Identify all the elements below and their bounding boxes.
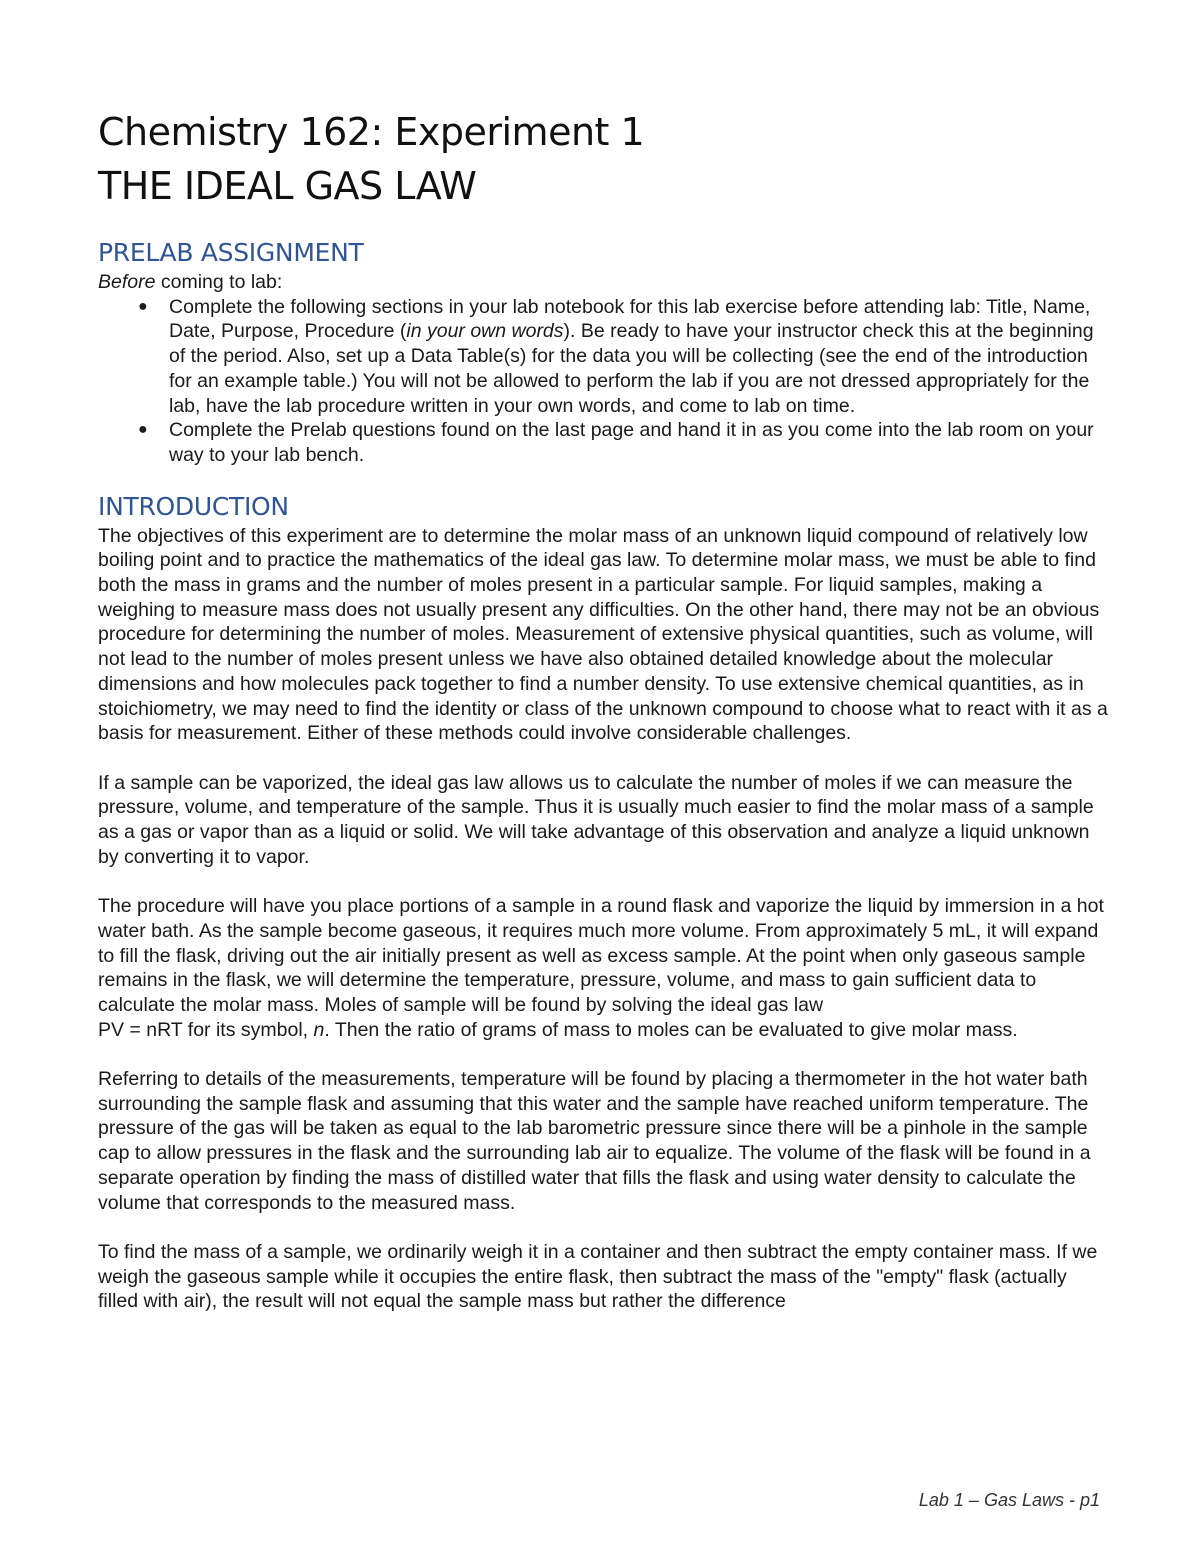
prelab-heading: PRELAB ASSIGNMENT: [98, 238, 364, 267]
intro-paragraph-3: The procedure will have you place portions of a sample in a round flask and vaporize the liquid by immersion in a hot water bath. As the sample become gaseous, it requires much more volume. From approximately 5 mL, it will expand to fill the flask, driving out the air initially present as well as excess sample. At the point when only gaseous sample remains in the flask, we will determine the temperature, pressure, volume, and mass to gain sufficient data to calculate the molar mass. Moles of sample will be found by solving the ideal gas law: [98, 895, 1104, 1016]
intro-paragraph-1: The objectives of this experiment are to determine the molar mass of an unknown liquid compound of relatively low boiling point and to practice the mathematics of the ideal gas law. To determine molar mass, we must be able to find both the mass in grams and the number of moles present in a particular sample. For liquid samples, making a weighing to measure mass does not usually present any difficulties. On the other hand, there may not be an obvious procedure for determining the number of moles. Measurement of extensive physical quantities, such as volume, will not lead to the number of moles present unless we have also obtained detailed knowledge about the molecular dimensions and how molecules pack together to find a number density. To use extensive chemical quantities, as in stoichiometry, we may need to find the identity or class of the unknown compound to choose what to react with it as a basis for measurement. Either of these methods could involve considerable challenges.: [98, 524, 1108, 745]
before-emphasis: Before: [98, 271, 156, 293]
prelab-list: [98, 295, 1108, 468]
prelab-item-questions: [98, 418, 1108, 467]
intro-paragraph-5: To find the mass of a sample, we ordinarily weigh it in a container and then subtract the empty container mass. If we weigh the gaseous sample while it occupies the entire flask, then subtract the mass of the "empty" flask (actually filled with air), the result will not equal the sample mass but rather the difference: [98, 1240, 1098, 1313]
experiment-title: THE IDEAL GAS LAW: [98, 164, 477, 208]
document-page: [98, 105, 1108, 1314]
introduction-body: [98, 524, 1108, 1314]
page-footer: Lab 1 – Gas Laws - p1: [918, 1490, 1100, 1510]
bullet-icon: ●: [138, 297, 148, 315]
intro-paragraph-4: Referring to details of the measurements, temperature will be found by placing a thermometer in the hot water bath surrounding the sample flask and assuming that this water and the sample have reached uniform temperature. The pressure of the gas will be taken as equal to the lab barometric pressure since there will be a pinhole in the sample cap to allow pressures in the flask and the surrounding lab air to equalize. The volume of the flask will be found in a separate operation by finding the mass of distilled water that fills the flask and using water density to calculate the volume that corresponds to the measured mass.: [98, 1068, 1091, 1214]
prelab-item-2-text: Complete the Prelab questions found on the last page and hand it in as you come into the lab room on your way to your lab bench.: [169, 419, 1094, 466]
equation-rest: . Then the ratio of grams of mass to moles can be evaluated to give molar mass.: [324, 1018, 1018, 1041]
prelab-item-1-rest: ). Be ready to have your instructor check this at the beginning of the period. Also, set up a Data Table(s) for the data you will be collecting (see the end of the introduction for an example table.) You will not be allowed to perform the lab if you are not dressed appropriately for the lab, have the lab procedure written in your own words, and come to lab on time.: [169, 320, 1094, 417]
course-title: Chemistry 162: Experiment 1: [98, 110, 645, 154]
intro-paragraph-3-equation: [98, 1018, 1108, 1043]
prelab-item-1-emphasis: in your own words: [406, 320, 564, 343]
equation-symbol: n: [313, 1018, 325, 1041]
before-line: [98, 270, 1108, 295]
bullet-icon: ●: [138, 421, 148, 439]
prelab-item-1-text: Complete the following sections in your lab notebook for this lab exercise before attending lab: Title, Name, Date, Purpose, Procedure (: [169, 295, 1091, 343]
intro-paragraph-2: If a sample can be vaporized, the ideal gas law allows us to calculate the number of moles if we can measure the pressure, volume, and temperature of the sample. Thus it is usually much easier to find the molar mass of a sample as a gas or vapor than as a liquid or solid. We will take advantage of this observation and analyze a liquid unknown by converting it to vapor.: [98, 771, 1094, 868]
introduction-heading: INTRODUCTION: [98, 491, 289, 521]
equation-text: PV = nRT for its symbol,: [98, 1018, 314, 1041]
prelab-item-notebook: [98, 295, 1108, 419]
before-rest: coming to lab:: [155, 271, 283, 293]
